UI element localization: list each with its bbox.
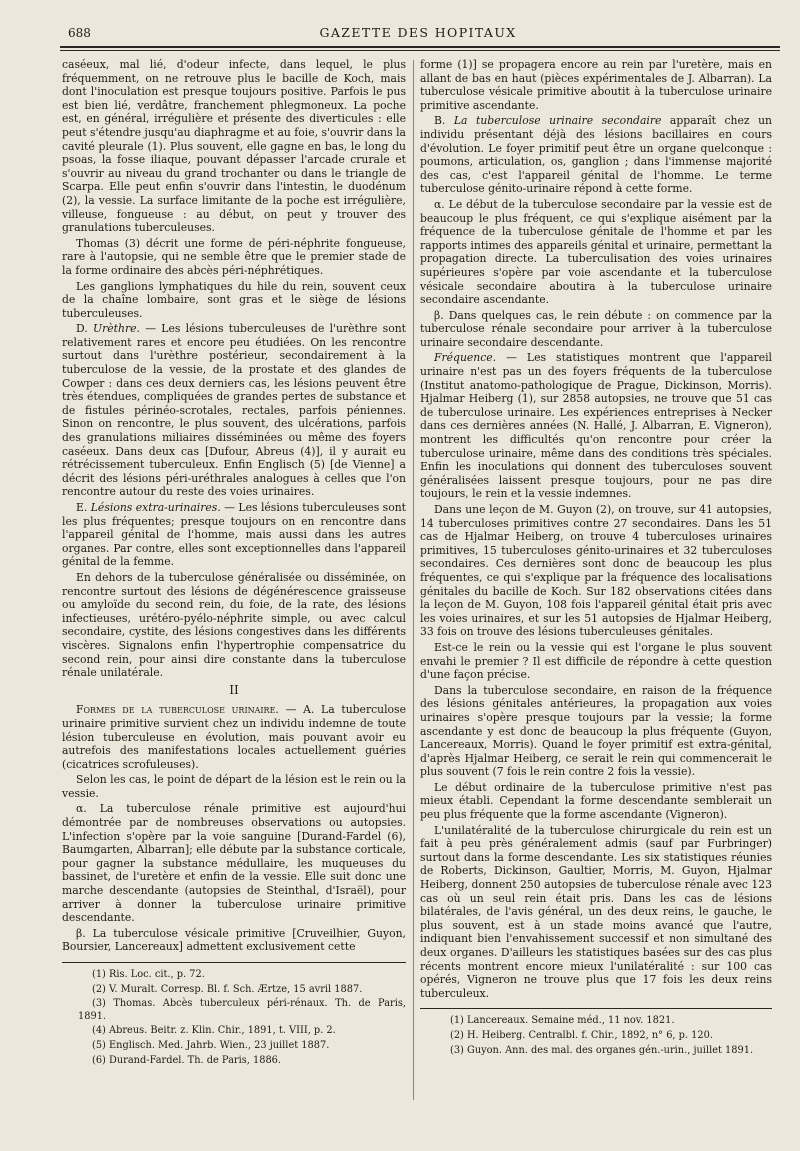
footnote-rule [420,1008,772,1009]
section-letter: E. [76,501,88,514]
section-title: Fréquence. [434,351,497,365]
section-text: — Les statistiques montrent que l'appareil urinaire n'est pas un des foyers fréquents de la tuberculose (Institut anatomo-pathologique de Prague, Dickinson, Morris). Hjalmar Heiberg (1), sur 2858 autopsies, ne trouve que 51 cas de tuberculose urinaire. Les expériences entreprises à Necker dans ces dernières années (N. Hallé, J. Albarran, E. Vigneron), montrent les difficultés qu'on rencontre pour créer la tuberculose urinaire, même dans des conditions très spéciales. Enfin les inoculations qui donnent des tuberculoses souvent généralisées laissent presque toujours, pour ne pas dire toujours, le rein et la vessie indemnes. [420,351,772,501]
header-rule [60,46,780,48]
paragraph: Selon les cas, le point de départ de la lésion est le rein ou la vessie. [62,773,406,800]
section-text: — A. La tuberculose urinaire primitive survient chez un individu indemne de toute lésion tuberculeuse en évolution, mais pouvant avoir eu autrefois des manifestations locales actuellement guéries (cicatrices scrofuleuses). [62,703,406,771]
page-number: 688 [68,26,91,40]
paragraph: forme (1)] se propagera encore au rein par l'uretère, mais en allant de bas en haut (pièces expérimentales de J. Albarran). La tuberculose vésicale primitive aboutit à la tuberculose urinaire primitive ascendante. [420,58,772,112]
paragraph: En dehors de la tuberculose généralisée ou disséminée, on rencontre surtout des lésions de dégénérescence graisseuse ou amyloïde du second rein, du foie, de la rate, des lésions infectieuses, urétéro-pyélo-néphrite simple, ou avec calcul secondaire, cystite, des lésions congestives dans les différents viscères. Signalons enfin l'hypertrophie compensatrice du second rein, pour ainsi dire constante dans la tuberculose rénale unilatérale. [62,570,406,680]
section-letter: B. [434,114,446,128]
paragraph: β. Dans quelques cas, le rein débute : on commence par la tuberculose rénale secondaire pour arriver à la tuberculose urinaire secondaire descendante. [420,308,772,349]
section-text: apparaît chez un individu présentant déjà des lésions bacillaires en cours d'évolution. Le foyer primitif peut être un organe quelconque : poumons, articulation, os, ganglion ; dans l'immense majorité des cas, c'est l'appareil génital de l'homme. Le terme tuberculose génito-urinaire répond à cette forme. [420,114,772,196]
paragraph: β. La tuberculose vésicale primitive [Cruveilhier, Guyon, Boursier, Lancereaux] admettent exclusivement cette [62,926,406,954]
section-title: La tuberculose urinaire secondaire [453,114,662,128]
paragraph: Dans la tuberculose secondaire, en raison de la fréquence des lésions génitales antérieures, la propagation aux voies urinaires s'opère presque toujours par la vessie; la forme ascendante y est donc de beaucoup la plus fréquente (Guyon, Lancereaux, Morris). Quand le foyer primitif est extra-génital, d'après Hjalmar Heiberg, ce serait le rein qui commencerait le plus souvent (7 fois le rein contre 2 fois la vessie). [420,683,772,779]
section-formes [62,703,406,771]
section-letter: D. [76,322,88,336]
paragraph: L'unilatéralité de la tuberculose chirurgicale du rein est un fait à peu près généralement admis (sauf par Furbringer) surtout dans la forme descendante. Les six statistiques réunies de Roberts, Dickinson, Gaultier, Morris, M. Guyon, Hjalmar Heiberg, donnent 250 autopsies de tuberculose rénale avec 123 cas où un seul rein était pris. Dans les cas de lésions bilatérales, de l'avis général, un des deux reins, le gauche, le plus souvent, est à un stade moins avancé que l'autre, indiquant bien l'envahissement successif et non simultané des deux organes. D'ailleurs les statistiques basées sur des cas plus récents montrent encore mieux l'unilatéralité : sur 100 cas opérés, Vigneron ne trouve plus que 17 fois les deux reins tuberculeux. [420,823,772,1000]
right-column [420,58,772,1108]
footnote: (1) Ris. Loc. cit., p. 72. [92,969,205,980]
footnote-rule [62,962,406,963]
footnote: (2) H. Heiberg. Centralbl. f. Chir., 1892, n° 6, p. 120. [450,1029,713,1041]
paragraph: Les ganglions lymphatiques du hile du rein, souvent ceux de la chaîne lombaire, sont gras et le siège de lésions tuberculeuses. [62,279,406,320]
footnote: (6) Durand-Fardel. Th. de Paris, 1886. [92,1054,282,1066]
section-text: — Les lésions tuberculeuses de l'urèthre sont relativement rares et encore peu étudiées. On les rencontre surtout dans l'urèthre postérieur, secondairement à la tuberculose de la vessie, de la prostate et des glandes de Cowper : dans ces deux derniers cas, les lésions peuvent être très étendues, compliquées de grandes pertes de substance et de fistules périnéo-scrotales, rectales, parfois péniennes. Sinon on rencontre, le plus souvent, des ulcérations, parfois des granulations miliaires disséminées ou même des foyers caséeux. Dans deux cas [Dufour, Abreus (4)], il y aurait eu rétrécissement tuberculeux. Enfin Englisch (5) [de Vienne] a décrit des lésions péri-uréthrales analogues à celles que l'on rencontre autour du reste des voies urinaires. [62,322,406,499]
paragraph: caséeux, mal lié, d'odeur infecte, dans lequel, le plus fréquemment, on ne retrouve plus le bacille de Koch, mais dont l'inoculation est presque toujours positive. Parfois le pus est bien lié, verdâtre, franchement phlegmoneux. La poche est, en général, irrégulière et présente des diverticules : elle peut s'étendre jusqu'au diaphragme et au foie, s'ouvrir dans la cavité pleurale (1). Plus souvent, elle gagne en bas, le long du psoas, la fosse iliaque, pouvant dépasser l'arcade crurale et s'ouvrir au niveau du grand trochanter ou dans le triangle de Scarpa. Elle peut enfin s'ouvrir dans l'intestin, le duodénum (2), la vessie. La surface limitante de la poche est irrégulière, villeuse, fongueuse : au début, on peut y trouver des granulations tuberculeuses. [62,58,406,235]
footnotes [420,1015,772,1057]
section-urethre [62,322,406,499]
footnote: (1) Lancereaux. Semaine méd., 11 nov. 1821. [450,1015,675,1027]
footnote: (3) Guyon. Ann. des mal. des organes gén.-urin., juillet 1891. [450,1044,754,1056]
chapter-number: II [229,682,239,697]
page-header [60,22,776,42]
section-frequence [420,351,772,501]
section-extra-urinaires [62,501,406,569]
paragraph: Thomas (3) décrit une forme de péri-néphrite fongueuse, rare à l'autopsie, qui ne semble être que le premier stade de la forme ordinaire des abcès péri-néphrétiques. [62,236,406,277]
section-title: Lésions extra-urinaires. [90,501,221,514]
section-text: — Les lésions tuberculeuses sont les plus fréquentes; presque toujours on en rencontre dans l'appareil génital de l'homme, mais aussi dans les autres organes. Par contre, elles sont exceptionnelles dans l'appareil génital de la femme. [62,501,406,569]
paragraph: α. Le début de la tuberculose secondaire par la vessie est de beaucoup le plus fréquent, ce qui s'explique aisément par la fréquence de la tuberculose génitale de l'homme et par les rapports intimes des appareils génital et urinaire, permettant la propagation directe. La tuberculisation des voies urinaires supérieures s'opère par voie ascendante et la tuberculose vésicale secondaire aboutira à la tuberculose urinaire secondaire ascendante. [420,197,772,307]
paragraph: Est-ce le rein ou la vessie qui est l'organe le plus souvent envahi le premier ? Il est difficile de répondre à cette question d'une façon précise. [420,640,772,682]
footnotes [62,969,406,1067]
footnote: (4) Abreus. Beitr. z. Klin. Chir., 1891, t. VIII, p. 2. [92,1025,336,1037]
footnote: (2) V. Muralt. Corresp. Bl. f. Sch. Ærtze, 15 avril 1887. [92,983,363,995]
journal-title: GAZETTE DES HOPITAUX [319,25,517,40]
footnote: (3) Thomas. Abcès tuberculeux péri-rénaux. Th. de Paris, 1891. [78,998,406,1022]
section-secondaire [420,114,772,196]
header-rule-thin [60,50,780,51]
column-divider [413,60,414,1100]
footnote: (5) Englisch. Med. Jahrb. Wien., 23 juillet 1887. [92,1039,330,1051]
left-column [62,58,406,1066]
section-title: Urèthre. [93,322,140,336]
paragraph: Dans une leçon de M. Guyon (2), on trouve, sur 41 autopsies, 14 tuberculoses primitives contre 27 secondaires. Dans les 51 cas de Hjalmar Heiberg, on trouve 4 tuberculoses urinaires primitives, 15 tuberculoses génito-urinaires et 32 tuberculoses secondaires. Ces dernières sont donc de beaucoup les plus fréquentes, ce qui s'explique par la fréquence des localisations génitales du bacille de Koch. Sur 182 observations citées dans la leçon de M. Guyon, 108 fois l'appareil génital était pris avec les voies urinaires, et sur les 51 autopsies de Hjalmar Heiberg, 33 fois on trouve des lésions tuberculeuses génitales. [420,503,772,639]
paragraph: Le début ordinaire de la tuberculose primitive n'est pas mieux établi. Cependant la forme descendante semblerait un peu plus fréquente que la forme ascendante (Vigneron). [420,780,772,822]
section-title: Formes de la tuberculose urinaire. [76,703,279,717]
paragraph: α. La tuberculose rénale primitive est aujourd'hui démontrée par de nombreuses observations ou autopsies. L'infection s'opère par la voie sanguine [Durand-Fardel (6), Baumgarten, Albarran]; elle débute par la substance corticale, pour gagner la substance médullaire, les muqueuses du bassinet, de l'uretère et enfin de la vessie. Elle suit donc une marche descendante (autopsies de Steinthal, d'Israël), pour arriver à donner la tuberculose urinaire primitive descendante. [62,802,406,925]
